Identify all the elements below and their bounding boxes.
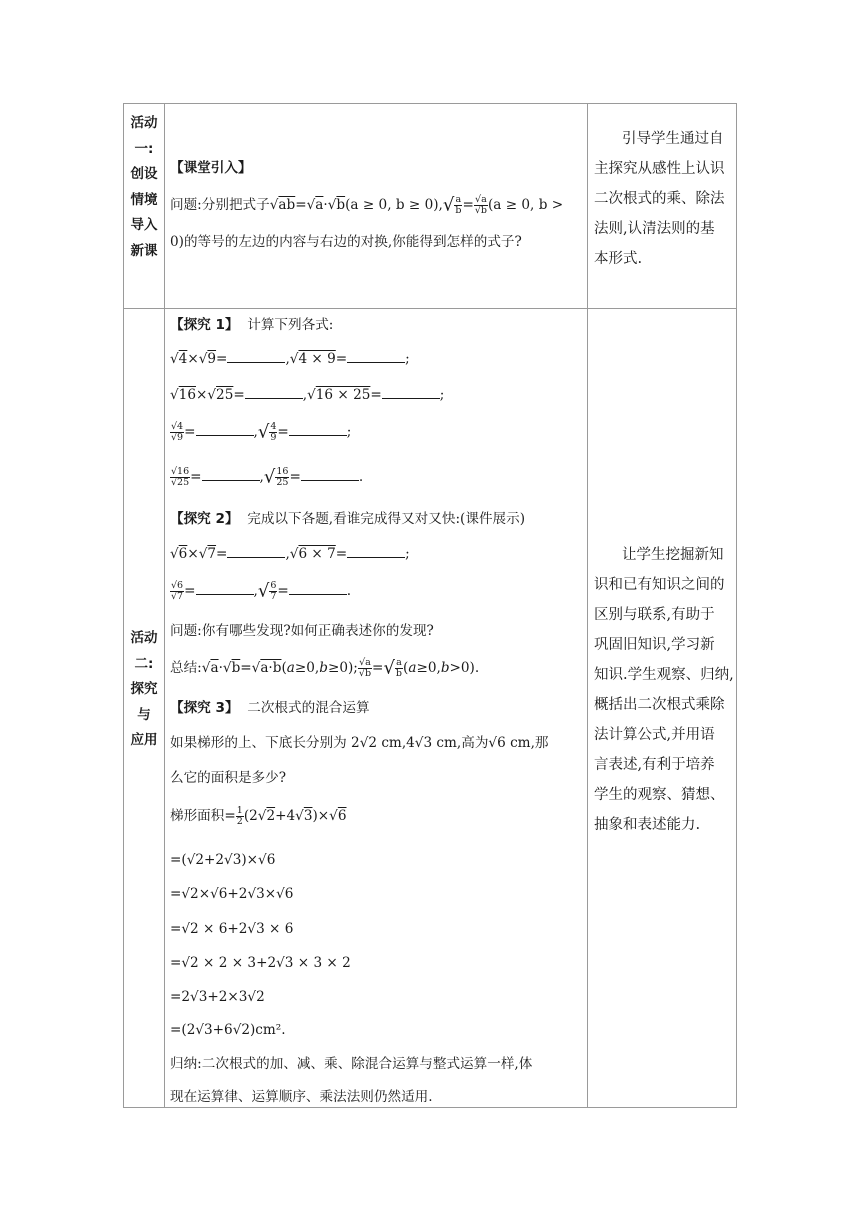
explore-2-line: 【探究 2】 完成以下各题,看谁完成得又对又快:(课件展示) (170, 511, 526, 527)
column-divider-1 (164, 104, 165, 1107)
explore-3-line: 【探究 3】 二次根式的混合运算 (170, 700, 370, 716)
step-5: =2√3+2×3√2 (170, 989, 265, 1005)
intro-heading: 【课堂引入】 (170, 160, 252, 176)
activity-1-intent: 引导学生通过自 主探究从感性上认识 二次根式的乘、除法 法则,认清法则的基 本形式. (594, 131, 725, 267)
intro-line-1: 问题:分别把式子√ab=√a·√b(a ≥ 0, b ≥ 0),√ $\frac{a}{b}$ = $\frac{√a}{√b}$ (a ≥ 0, b > (170, 194, 564, 216)
activity-1-content (170, 104, 588, 308)
conclusion-line-2: 现在运算律、运算顺序、乘法法则仍然适用. (170, 1089, 433, 1105)
step-3: =√2 × 6+2√3 × 6 (170, 921, 294, 937)
trapezoid-line-2: 么它的面积是多少? (170, 770, 287, 786)
question-line: 问题:你有哪些发现?如何正确表述你的发现? (170, 623, 434, 639)
step-4: =√2 × 2 × 3+2√3 × 3 × 2 (170, 955, 351, 971)
explore-1-item-4: $\frac{√16}{√25}$ = ,√ $\frac{16}{25}$ = . (171, 466, 364, 488)
trapezoid-line-1: 如果梯形的上、下底长分别为 2√2 cm,4√3 cm,高为√6 cm,那 (170, 735, 549, 751)
conclusion-line-1: 归纳:二次根式的加、减、乘、除混合运算与整式运算一样,体 (170, 1056, 533, 1072)
summary-line: 总结:√a·√b=√a·b(a≥0,b≥0); $\frac{√a}{√b}$ =√ $\frac{a}{b}$ (a≥0,b>0). (170, 657, 480, 679)
step-6: =(2√3+6√2)cm². (170, 1022, 286, 1038)
explore-1-item-2: √16×√25= ,√16 × 25= ; (170, 387, 445, 403)
activity-2-intent: 让学生挖掘新知 识和已有知识之间的 区别与联系,有助于 巩固旧知识,学习新 知识.学生观察、归纳, 概括出二次根式乘除 法计算公式,并用语 言表述,有利于培养 学生的观察、猜想、 抽象和表述能力. (594, 547, 734, 833)
activity-1-label: 活动 一: 创设 情境 导入 新课 (130, 115, 158, 259)
step-1: =(√2+2√3)×√6 (170, 852, 276, 868)
intro-line-2: 0)的等号的左边的内容与右边的对换,你能得到怎样的式子? (170, 234, 522, 250)
lesson-table (123, 103, 737, 1108)
explore-1-item-1: √4×√9= ,√4 × 9= ; (170, 351, 410, 367)
explore-1-line: 【探究 1】 计算下列各式: (170, 317, 334, 333)
area-formula: 梯形面积= $\frac{1}{2}$ (2√2+4√3)×√6 (170, 805, 347, 827)
explore-2-item-1: √6×√7= ,√6 × 7= ; (170, 546, 410, 562)
explore-2-item-2: $\frac{√6}{√7}$ = ,√ $\frac{6}{7}$ = . (171, 580, 352, 602)
activity-2-label: 活动 二: 探究 与 应用 (130, 630, 158, 748)
activity-2-content (170, 309, 588, 1107)
step-2: =√2×√6+2√3×√6 (170, 886, 294, 902)
explore-1-item-3: $\frac{√4}{√9}$ = ,√ $\frac{4}{9}$ = ; (171, 421, 352, 443)
